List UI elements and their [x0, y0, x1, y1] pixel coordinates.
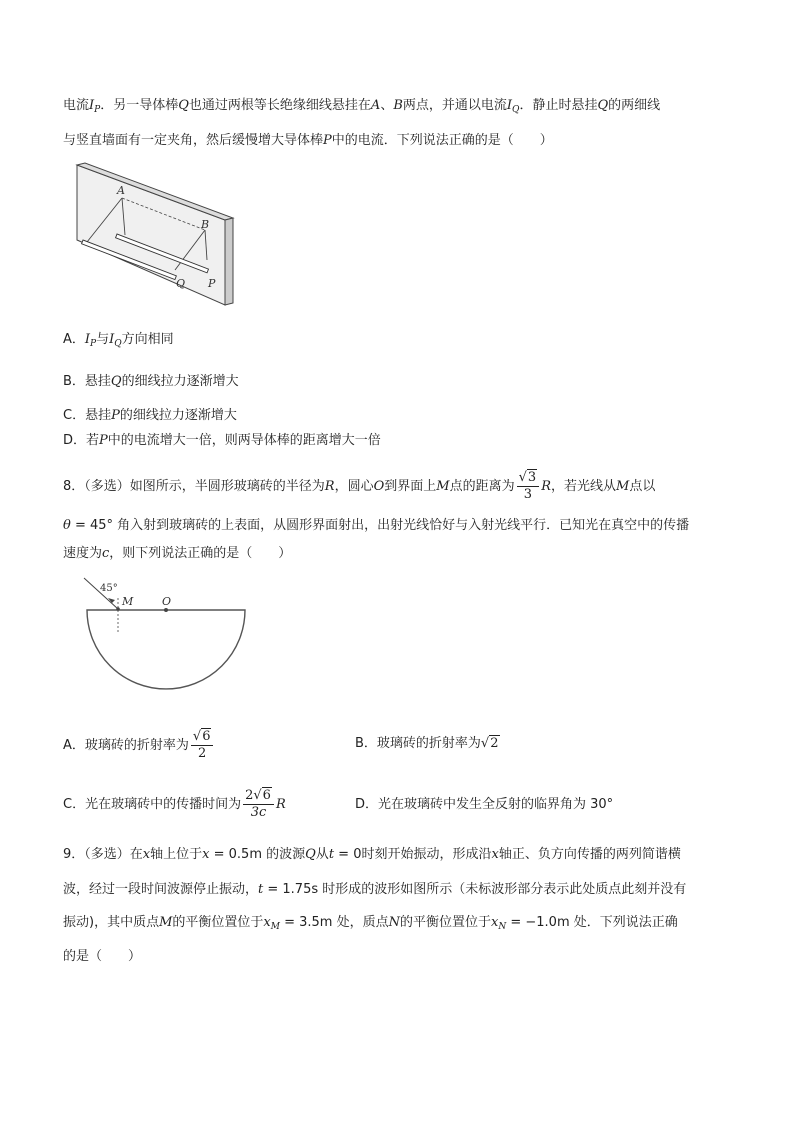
q8-option-a: A．玻璃砖的折射率为 $\frac{√6}{2}$	[63, 727, 215, 765]
q7-option-c: C．悬挂P的细线拉力逐渐增大	[63, 408, 237, 423]
label-M: M	[122, 595, 134, 608]
q8-figure-semicircle-glass	[82, 578, 252, 693]
label-Q: Q	[176, 277, 186, 290]
label-A: A	[117, 184, 125, 197]
q9-line-2: 波，经过一段时间波源停止振动，t = 1.75s 时形成的波形如图所示（未标波形部分表示此处质点此刻并没有	[63, 882, 687, 897]
q7-option-d: D．若P中的电流增大一倍，则两导体棒的距离增大一倍	[63, 433, 381, 448]
label-B: B	[201, 218, 210, 231]
q9-line-3: 振动)，其中质点M的平衡位置位于$x_M = 3.5m$ 处，质点N的平衡位置位于$x_N = -1.0m$ 处．下列说法正确	[63, 915, 678, 932]
q7-option-a: A．$I_P$与$I_Q$方向相同	[63, 332, 174, 349]
label-angle: 45°	[100, 583, 118, 594]
label-O: O	[162, 595, 172, 608]
q7-line-2: 与竖直墙面有一定夹角，然后缓慢增大导体棒P中的电流．下列说法正确的是（ ）	[63, 133, 553, 148]
q8-option-d: D．光在玻璃砖中发生全反射的临界角为 30°	[355, 797, 614, 812]
q8-line-2: θ = 45° 角入射到玻璃砖的上表面，从圆形界面射出，出射光线恰好与入射光线平行．已知光在真空中的传播	[63, 518, 690, 533]
q9-line-1: 9．（多选）在x轴上位于x = 0.5m 的波源Q从t = 0时刻开始振动，形成沿x轴正、负方向传播的两列简谐横	[63, 847, 681, 862]
q8-option-c: C．光在玻璃砖中的传播时间为 $\frac{2√6}{3c}$ R	[63, 788, 286, 820]
q8-line-1: 8．（多选）如图所示，半圆形玻璃砖的半径为R，圆心O到界面上M点的距离为 $\frac{√3}{3}$ R，若光线从M点以	[63, 470, 656, 502]
q8-line-3: 速度为c，则下列说法正确的是（ ）	[63, 546, 292, 561]
q8-option-b: B．玻璃砖的折射率为√2	[355, 736, 499, 751]
q7-line-1: 电流$I_P$．另一导体棒Q也通过两根等长绝缘细线悬挂在A、B两点，并通以电流$I_Q$．静止时悬挂Q的两细线	[63, 98, 661, 115]
q7-option-b: B．悬挂Q的细线拉力逐渐增大	[63, 374, 239, 389]
q7-figure-wall-rods	[75, 160, 235, 310]
q9-line-4: 的是（ ）	[63, 949, 142, 964]
fraction-sqrt3-over-3: $\frac{√3}{3}$	[517, 470, 540, 503]
label-P: P	[208, 277, 216, 290]
